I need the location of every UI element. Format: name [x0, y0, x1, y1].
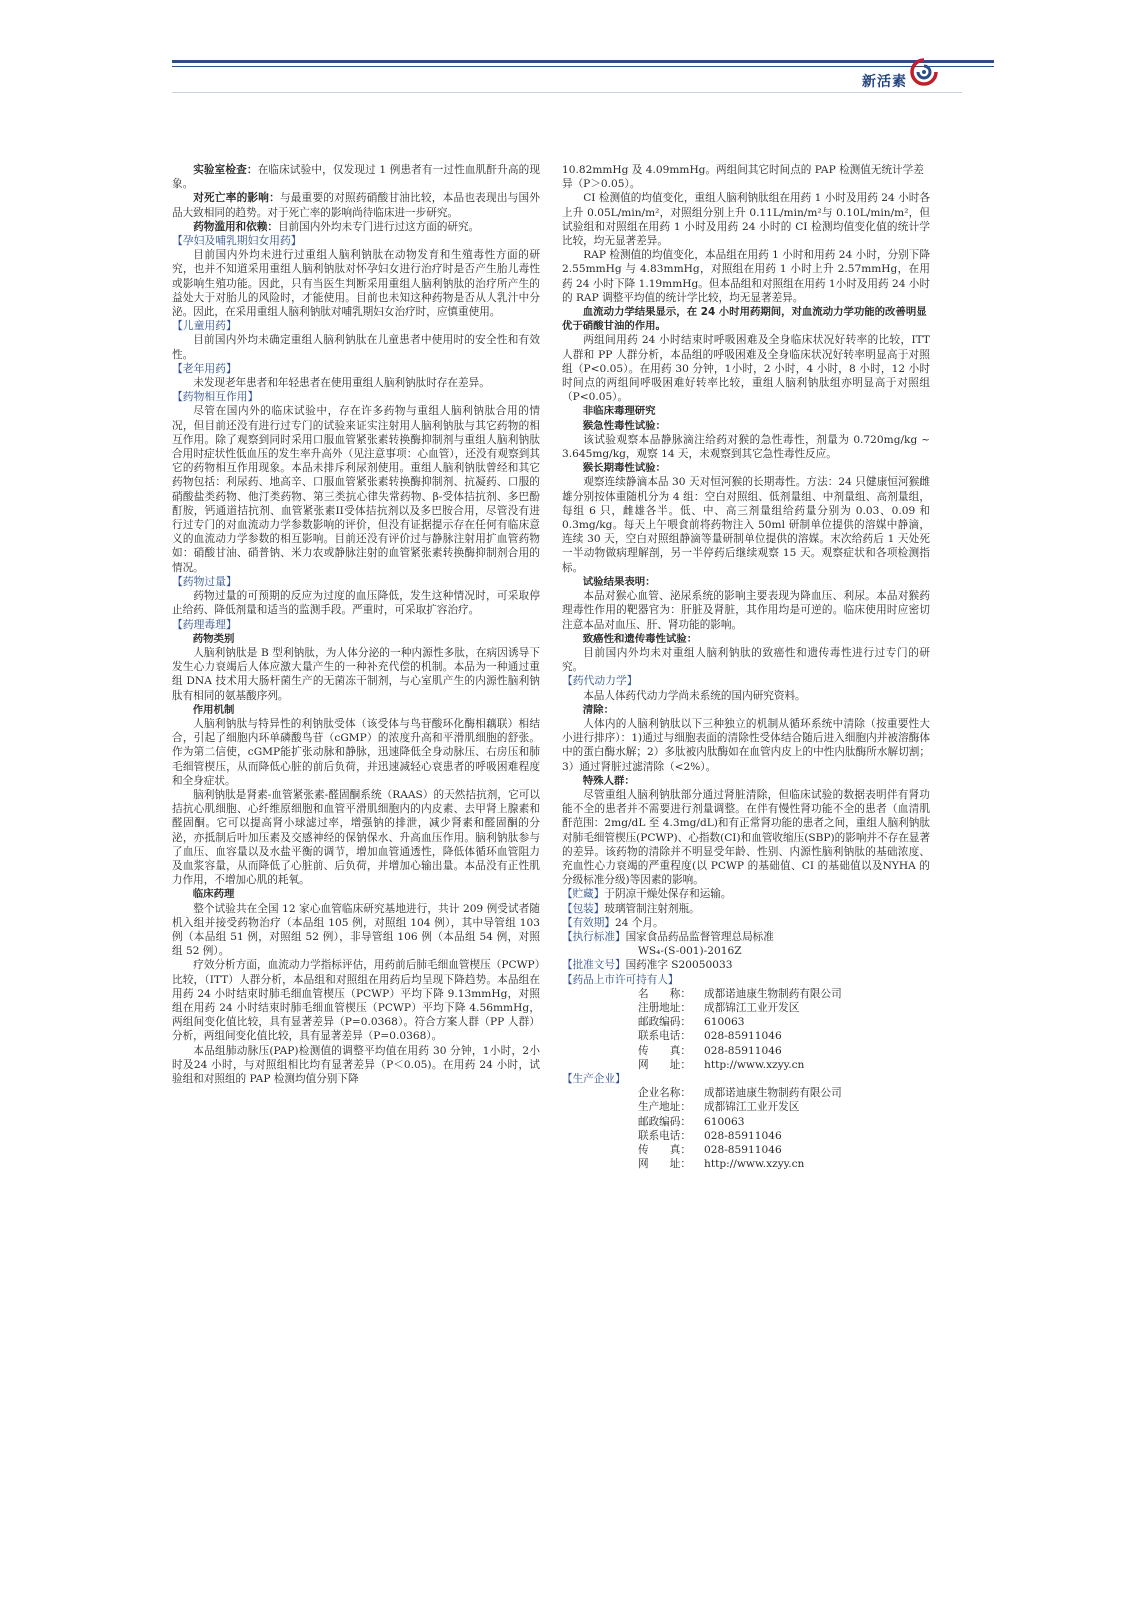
maker-row: 传 真： 028-85911046 — [638, 1144, 782, 1157]
maker-row: 生产地址： 成都锦江工业开发区 — [638, 1101, 800, 1114]
chronic-tox-text: 观察连续静滴本品 30 天对恒河猴的长期毒性。方法：24 只健康恒河猴雌雄分别按体重随机分为 4 组：空白对照组、低剂量组、中剂量组、高剂量组，每组 6 只，雌雄各半。低、中、高三剂量组给药量分别为 0.03、0.09 和 0.3mg/kg。每天上午喂食前将药物注入 50ml 研制单位提供的溶媒中静滴，连续 30 天，空白对照组静滴等量研制单位提供的溶媒。末次给药后 1 天处死一半动物做病理解剖，另一半停药后继续观察 15 天。观察症状和各项检测指标。 — [562, 476, 930, 574]
mechanism-subheading: 作用机制 — [192, 703, 235, 716]
pregnancy-heading: 【孕妇及哺乳期妇女用药】 — [172, 234, 302, 248]
holder-row: 注册地址： 成都锦江工业开发区 — [638, 1001, 800, 1014]
header-rule-thin — [172, 66, 994, 67]
special-population-subheading: 特殊人群： — [582, 774, 635, 787]
acute-tox-text: 该试验观察本品静脉滴注给药对猴的急性毒性，剂量为 0.720mg/kg ~ 3.645mg/kg，观察 14 天，未观察到其它急性毒性反应。 — [562, 433, 930, 461]
result-subheading: 试验结果表明： — [582, 575, 656, 588]
approval-line: 【批准文号】国药准字 S20050033 — [562, 959, 733, 972]
maker-heading: 【生产企业】 — [562, 1073, 626, 1085]
pharmacology-heading: 【药理毒理】 — [172, 617, 237, 631]
nonclinical-tox-subheading: 非临床毒理研究 — [582, 405, 656, 418]
clinical-subheading: 临床药理 — [192, 888, 235, 901]
pediatric-heading: 【儿童用药】 — [172, 319, 237, 333]
overdose-heading: 【药物过量】 — [172, 574, 237, 588]
overdose-text: 药物过量的可预期的反应为过度的血压降低，发生这种情况时，可采取停止给药、降低剂量和适当的监测手段。严重时，可采取扩容治疗。 — [172, 590, 540, 617]
right-column — [562, 163, 930, 1171]
maker-row: 网 址： http://www.xzyy.cn — [638, 1158, 805, 1171]
geriatric-text: 未发现老年患者和年轻患者在使用重组人脑利钠肽时存在差异。 — [193, 377, 490, 390]
lab-paragraph: 实验室检查：在临床试验中，仅发现过 1 例患者有一过性血肌酐升高的现象。 — [172, 164, 541, 191]
carcinogenicity-text: 目前国内外均未对重组人脑利钠肽的致癌性和遗传毒性进行过专门的研究。 — [562, 646, 930, 674]
holder-row: 传 真： 028-85911046 — [638, 1044, 782, 1057]
mechanism-text-1: 人脑利钠肽与特异性的利钠肽受体（该受体与鸟苷酸环化酶相藕联）相结合，引起了细胞内环单磷酸鸟苷（cGMP）的浓度升高和平滑肌细胞的舒张。作为第二信使，cGMP能扩张动脉和静脉，迅速降低全身动脉压、右房压和肺毛细管楔压，从而降低心脏的前后负荷，并迅速减轻心衰患者的呼吸困难程度和全身症状。 — [172, 717, 540, 787]
drug-class-subheading: 药物类别 — [192, 632, 235, 645]
clearance-text: 人体内的人脑利钠肽以下三种独立的机制从循环系统中清除（按重要性大小进行排序）：1)通过与细胞表面的清除性受体结合随后进入细胞内并被溶酶体中的蛋白酶水解；2）多肽被内肽酶如在血管内皮上的中性内肽酶所水解切割；3）通过肾脏过滤清除（<2%）。 — [562, 717, 930, 773]
pap-continuation: 10.82mmHg 及 4.09mmHg。两组间其它时间点的 PAP 检测值无统计学差异（P＞0.05）。 — [562, 164, 924, 191]
left-column — [172, 163, 540, 1086]
ci-text: CI 检测值的均值变化，重组人脑利钠肽组在用药 1 小时及用药 24 小时各上升 0.05L/min/m²，对照组分别上升 0.11L/min/m²与 0.10L/min/m²，但试验组和对照组在用药 1 小时及用药 24 小时的 CI 检测均值变化值的统计学比较，均无显著差异。 — [562, 192, 930, 248]
standard-code: WS₄-(S-001)-2016Z — [638, 945, 742, 958]
mechanism-text-2: 脑利钠肽是肾素-血管紧张素-醛固酮系统（RAAS）的天然拮抗剂，它可以拮抗心肌细胞、心纤维原细胞和血管平滑肌细胞内的内皮素、去甲肾上腺素和醛固酮。它可以提高肾小球滤过率，增强钠的排泄，减少肾素和醛固酮的分泌，亦抵制后叶加压素及交感神经的保钠保水、升高血压作用。脑利钠肽参与了血压、血容量以及水盐平衡的调节，增加血管通透性，降低体循环血管阻力及血浆容量，从而降低了心脏前、后负荷，并增加心输出量。本品没有正性肌力作用，不增加心肌的耗氧。 — [172, 788, 540, 887]
clinical-text-3: 本品组肺动脉压(PAP)检测值的调整平均值在用药 30 分钟，1小时，2小时及24 小时，与对照组相比均有显著差异（P＜0.05)。在用药 24 小时，试验组和对照组的 PAP 检测均值分别下降 — [172, 1044, 540, 1085]
carcinogenicity-subheading: 致癌性和遗传毒性试验： — [582, 632, 698, 645]
brand-name: 新活素 — [862, 74, 907, 90]
clinical-text-1: 整个试验共在全国 12 家心血管临床研究基地进行，共计 209 例受试者随机入组并接受药物治疗（本品组 105 例，对照组 104 例），其中导管组 103 例（本品组 51 例，对照组 52 例），非导管组 106 例（本品组 54 例，对照组 52 例）。 — [172, 902, 540, 958]
holder-info — [562, 987, 930, 1072]
holder-row: 名 称： 成都诺迪康生物制药有限公司 — [638, 987, 842, 1000]
geriatric-heading: 【老年用药】 — [172, 361, 237, 375]
pregnancy-text: 目前国内外均未进行过重组人脑利钠肽在动物发育和生殖毒性方面的研究，也并不知道采用重组人脑利钠肽对怀孕妇女进行治疗时是否产生胎儿毒性或影响生殖功能。因此，只有当医生判断采用重组人脑利钠肽的治疗所产生的益处大于对胎儿的风险时，才能使用。目前也未知这种药物是否从人乳汁中分泌。因此，在采用重组人脑利钠肽对哺乳期妇女治疗时，应慎重使用。 — [172, 249, 540, 319]
result-text: 本品对猴心血管、泌尿系统的影响主要表现为降血压、利尿。本品对猴药理毒性作用的靶器官为：肝脏及肾脏，其作用均是可逆的。临床使用时应密切注意本品对血压、肝、肾功能的影响。 — [562, 590, 930, 631]
drug-class-text: 人脑利钠肽是 B 型利钠肽，为人体分泌的一种内源性多肽，在病因诱导下发生心力衰竭后人体应激大量产生的一种补充代偿的机制。本品为一种通过重组 DNA 技术用大肠杆菌生产的无菌冻干制剂，与心室肌产生的内源性脑利钠肽有相同的氨基酸序列。 — [172, 646, 540, 702]
death-paragraph: 对死亡率的影响：与最重要的对照药硝酸甘油比较，本品也表现出与国外品大致相同的趋势。对于死亡率的影响尚待临床进一步研究。 — [172, 192, 540, 219]
standard-line: 【执行标准】国家食品药品监督管理总局标准 WS₄-(S-001)-2016Z — [562, 930, 930, 958]
rap-text: RAP 检测值的均值变化，本品组在用药 1 小时和用药 24 小时，分别下降 2.55mmHg 与 4.83mmHg，对照组在用药 1 小时上升 2.57mmHg，在用药 24 小时下降 1.19mmHg。但本品组和对照组在用药 1小时及用药 24 小时的 RAP 调整平均值的统计学比较，均无显著差异。 — [562, 249, 930, 304]
holder-row: 邮政编码： 610063 — [638, 1016, 745, 1029]
header-rule-thick — [172, 60, 994, 63]
pediatric-text: 目前国内外均未确定重组人脑利钠肽在儿童患者中使用时的安全性和有效性。 — [172, 334, 540, 361]
interaction-heading: 【药物相互作用】 — [172, 390, 259, 404]
maker-row: 企业名称： 成都诺迪康生物制药有限公司 — [638, 1087, 842, 1100]
package-line: 【包装】玻璃管制注射剂瓶。 — [562, 902, 700, 915]
abuse-paragraph: 药物滥用和依赖：目前国内外均未专门进行过这方面的研究。 — [193, 220, 480, 233]
interaction-text: 尽管在国内外的临床试验中，存在许多药物与重组人脑利钠肽合用的情况，但目前还没有进行过专门的试验来证实注射用人脑利钠肽与其它药物的相互作用。除了观察到同时采用口服血管紧张素转换酶抑制剂与重组人脑利钠肽合用时症状性低血压的发生率升高外（见注意事项：心血管），还没有观察到其它的药物相互作用现象。本品未排斥利尿剂使用。重组人脑利钠肽曾经和其它药物包括：利尿药、地高辛、口服血管紧张素转换酶抑制剂、抗凝药、口服的硝酸盐类药物、他汀类药物、第三类抗心律失常药物、β-受体拮抗剂、多巴酚酊胺，钙通道拮抗剂、血管紧张素II受体拮抗剂以及多巴胺合用，尽管没有进行过专门的对血流动力学参数影响的评价，但没有证据提示存在任何有临床意义的血流动力学参数的相互影响。目前还没有评价过与静脉注射用扩血管药物如：硝酸甘油、硝普钠、米力农或静脉注射的血管紧张素转换酶抑制剂合用的情况。 — [172, 405, 540, 574]
special-population-text: 尽管重组人脑利钠肽部分通过肾脏清除，但临床试验的数据表明伴有肾功能不全的患者并不需要进行剂量调整。在伴有慢性肾功能不全的患者（血清肌酐范围：2mg/dL 至 4.3mg/dL)和有正常肾功能的患者之间，重组人脑利钠肽对肺毛细管楔压(PCWP)、心指数(CI)和血管收缩压(SBP)的影响并不存在显著的差异。该药物的清除并不明显受年龄、性别、内源性脑利钠肽的基础浓度、充血性心力衰竭的严重程度(以 PCWP 的基础值、CI 的基础值以及NYHA 的分级标准分级)等因素的影响。 — [562, 788, 930, 887]
chronic-tox-subheading: 猴长期毒性试验： — [582, 462, 666, 475]
hemodynamic-conclusion: 血流动力学结果显示，在 24 小时用药期间，对血流动力学功能的改善明显优于硝酸甘油的作用。 — [562, 306, 927, 333]
clearance-subheading: 清除： — [582, 703, 614, 716]
pk-text: 本品人体药代动力学尚未系统的国内研究资料。 — [583, 689, 806, 702]
acute-tox-subheading: 猴急性毒性试验： — [582, 419, 666, 432]
brand-logo-icon — [908, 56, 940, 88]
clinical-text-2: 疗效分析方面，血流动力学指标评估，用药前后肺毛细血管楔压（PCWP）比较，（ITT）人群分析，本品组和对照组在用药后均呈现下降趋势。本品组在用药 24 小时结束时肺毛细血管楔压（PCWP）平均下降 9.13mmHg，对照组在用药 24 小时结束时肺毛细血管楔压（PCWP）平均下降 4.56mmHg，两组间变化值比较，具有显著差异（P=0.0368）。符合方案人群（PP 人群）分析，两组间变化值比较，具有显著差异（P=0.0368）。 — [172, 959, 540, 1043]
holder-row: 网 址： http://www.xzyy.cn — [638, 1058, 805, 1071]
holder-row: 联系电话： 028-85911046 — [638, 1030, 782, 1043]
pk-heading: 【药代动力学】 — [562, 674, 638, 688]
maker-row: 邮政编码： 610063 — [638, 1115, 745, 1128]
maker-info — [562, 1086, 930, 1171]
maker-row: 联系电话： 028-85911046 — [638, 1129, 782, 1142]
storage-line: 【贮藏】于阴凉干燥处保存和运输。 — [562, 888, 732, 901]
header-rule-light — [172, 92, 962, 93]
holder-heading: 【药品上市许可持有人】 — [562, 973, 679, 986]
dyspnea-text: 两组间用药 24 小时结束时呼吸困难及全身临床状况好转率的比较，ITT 人群和 PP 人群分析，本品组的呼吸困难及全身临床状况好转率明显高于对照组（P<0.05）。在用药 30 分钟，1小时，2 小时，4 小时，8 小时，12 小时时间点的两组间呼吸困难好转率比较，重组人脑利钠肽组亦明显高于对照组（P<0.05）。 — [562, 334, 930, 404]
validity-line: 【有效期】24 个月。 — [562, 916, 664, 929]
